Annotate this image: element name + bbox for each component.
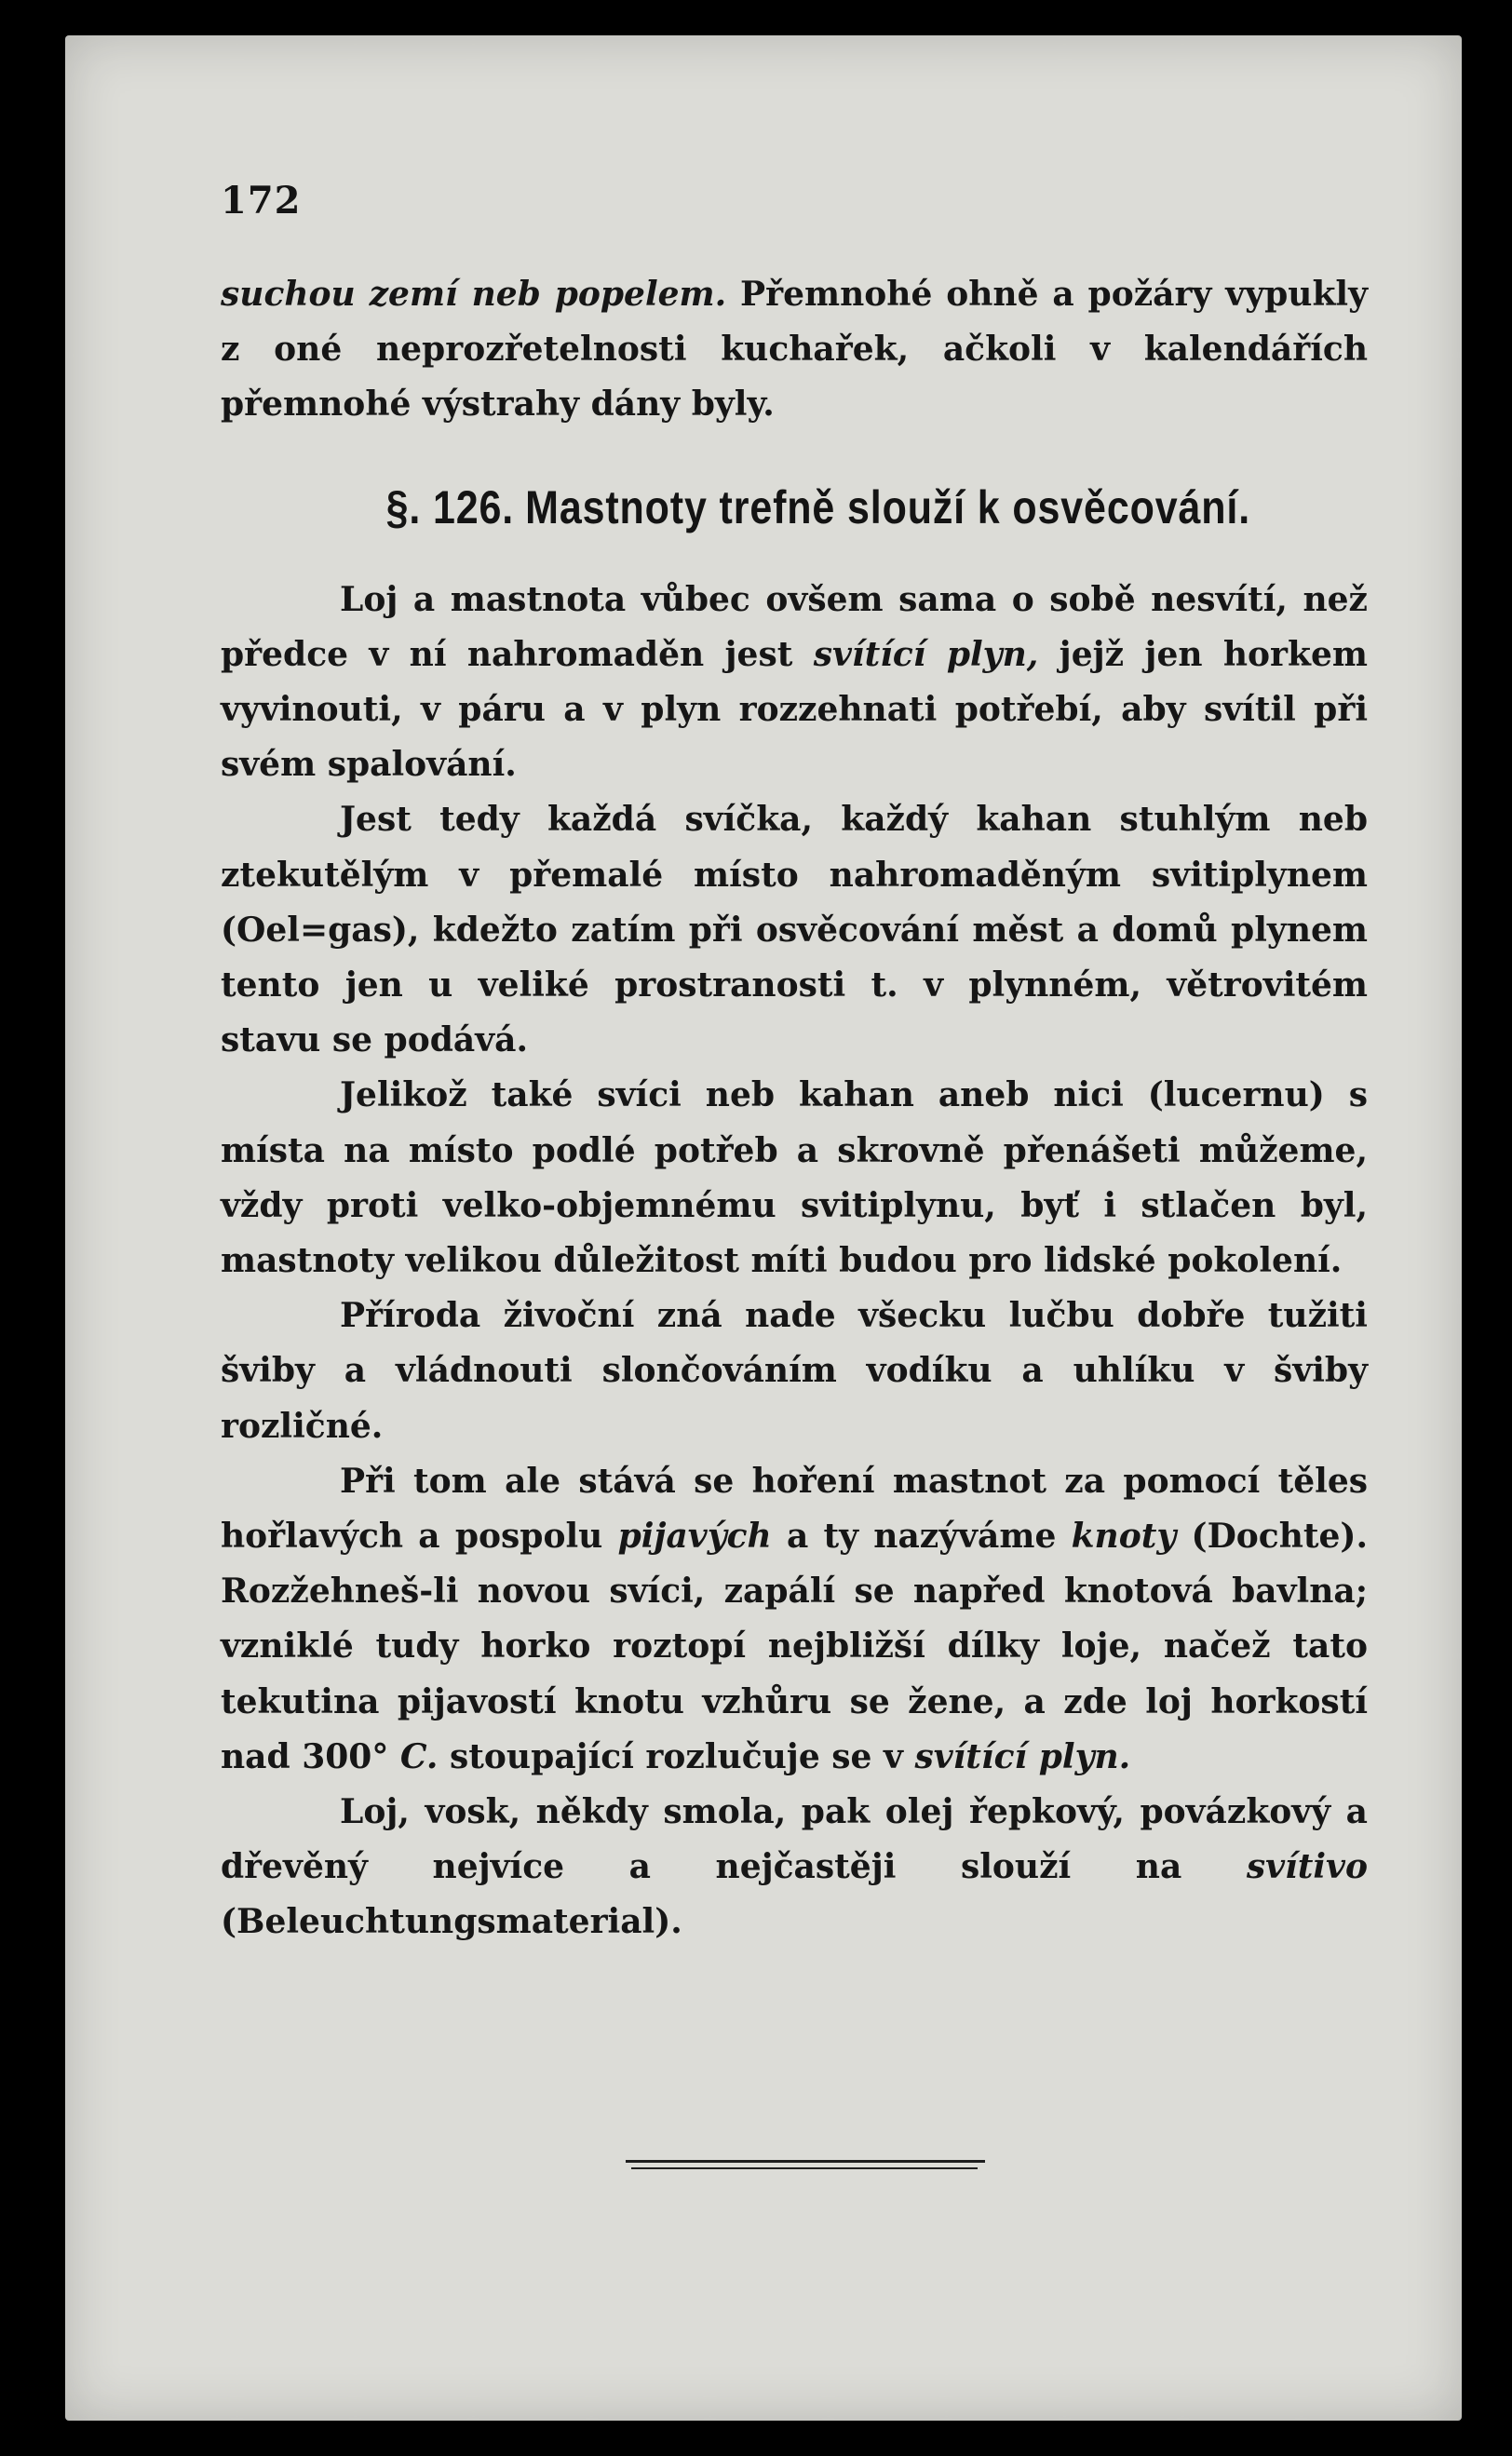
page-number: 172 [221,179,302,223]
paragraph-5-italic-pijavych: pijavých [617,1517,772,1557]
paragraph-1-text-a: Loj a mastnota vůbec ovšem sama o sobě nesvítí, než předce v ní nahromaděn jest [221,579,1368,674]
end-rule-top [626,2160,985,2163]
paragraph-5-italic-svitici: svítící plyn. [914,1736,1131,1776]
continuation-paragraph [221,267,1368,433]
end-rule-bottom [631,2167,978,2169]
paragraph-6-text-c: (Beleuchtungsmaterial). [221,1902,682,1942]
paragraph-5-italic-knoty: knoty [1071,1517,1177,1557]
paragraph-1 [221,573,1368,793]
paragraph-6-text-a: Loj, vosk, někdy smola, pak olej řepkový, povázkový a dřevěný nejvíce a nejčastěji slouží na [221,1792,1368,1887]
paragraph-6 [221,1785,1368,1950]
paragraph-4: Příroda živoční zná nade všecku lučbu dobře tužiti šviby a vládnouti slončováním vodíku a uhlíku v šviby rozličné. [221,1296,1368,1446]
section-title: Mastnoty trefně slouží k osvěcování. [525,480,1251,533]
paragraph-1-text-c: jejž jen horkem vyvinouti, v páru a v plyn rozzehnati potřebí, aby svítil při svém spalování. [221,634,1368,785]
paragraph-2: Jest tedy každá svíčka, každý kahan stuhlým neb ztekutělým v přemalé místo nahromaděným svitiplynem (Oel=gas), kdežto zatím při osvěcování měst a domů plynem tento jen u veliké prostranosti t. v plynném, větrovitém stavu se podává. [221,800,1368,1060]
paragraph-5-text-c: a ty nazýváme [786,1517,1057,1557]
paragraph-5-text-a: Při tom ale stává se hoření mastnot za pomocí těles hořlavých a pospolu [221,1461,1368,1557]
section-heading [301,481,1288,533]
section-mark: §. 126. [385,480,515,533]
paragraph-3: Jelikož také svíci neb kahan aneb nici (lucernu) s místa na místo podlé potřeb a skrovně přenášeti můžeme, vždy proti velko-objemnému svitiplynu, byť i stlačen byl, mastnoty velikou důležitost míti budou pro lidské pokolení. [221,1075,1368,1281]
page-text [221,267,1368,1950]
paragraph-5 [221,1454,1368,1785]
paragraph-6-italic: svítivo [1246,1847,1368,1887]
paragraph-1-italic: svítící plyn, [813,634,1039,674]
continuation-text: Přemnohé ohně a požáry vypukly z oné neprozřetelnosti kuchařek, ačkoli v kalendářích přemnohé výstrahy dány byly. [221,275,1368,425]
paragraph-5-text-e: (Dochte). Rozžehneš-li novou svíci, zapálí se napřed knotová bavlna; vzniklé tudy horko roztopí nejbližší dílky loje, načež tato tekutina pijavostí knotu vzhůru se žene, a zde loj horkostí nad 300° [221,1517,1368,1776]
paragraph-5-text-g: stoupající rozlučuje se v [450,1736,903,1776]
paragraph-5-italic-c: C. [399,1736,439,1776]
italic-lead: suchou zemí neb popelem. [221,275,727,314]
